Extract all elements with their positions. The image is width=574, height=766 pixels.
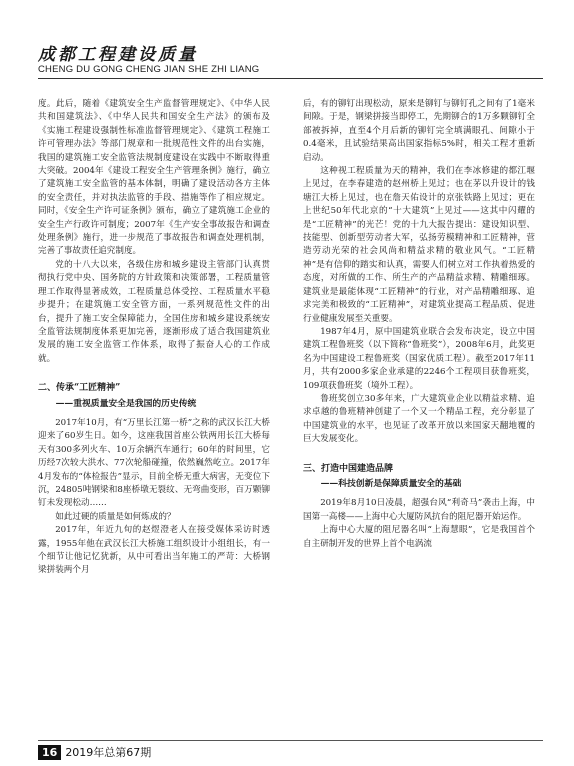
magazine-subtitle-pinyin: CHENG DU GONG CHENG JIAN SHE ZHI LIANG bbox=[38, 64, 260, 75]
page-footer bbox=[38, 744, 151, 760]
issue-label: 2019年总第67期 bbox=[65, 746, 152, 759]
paragraph: 这种视工程质量为天的精神，我们在李冰修建的都江堰上见过，在李春建造的赵州桥上见过；也在茅以升设计的钱塘江大桥上见过，也在詹天佑设计的京张铁路上见过；更在上世纪50年代北京的“十大建筑”上见过——这其中闪耀的是“工匠精神”的光芒！党的十九大报告提出：建设知识型、技能型、创新型劳动者大军，弘扬劳模精神和工匠精神，营造劳动光荣的社会风尚和精益求精的敬业风气。“工匠精神”是有信仰的踏实和认真，需要人们树立对工作执着热爱的态度，对所做的工作、所生产的产品精益求精、精雕细琢。建筑业是最能体现“工匠精神”的行业，对产品精雕细琢、追求完美和极致的“工匠精神”，对建筑业提高工程品质、促进行业健康发展至关重要。 bbox=[303, 166, 535, 324]
footer-divider bbox=[38, 740, 543, 741]
paragraph: 2017年10月，有“万里长江第一桥”之称的武汉长江大桥迎来了60岁生日。如今，这座我国首座公铁两用长江大桥每天有300多列火车、10万余辆汽车通行；60年的时间里，它历经7次较大洪水、77次轮船碰撞，依然巍然屹立。2017年4月发布的“体检报告”显示，目前全桥无重大病害，无变位下沉，24805吨钢梁和8座桥墩无裂纹、无弯曲变形，百万颗铆钉未发现松动…… bbox=[38, 417, 270, 509]
paragraph: 上海中心大厦的阻尼器名叫“上海慧眼”，它是我国首个自主研制开发的世界上首个电涡流 bbox=[303, 525, 535, 549]
paragraph: 党的十八大以来，各级住房和城乡建设主管部门认真贯彻执行党中央、国务院的方针政策和决策部署，工程质量管理工作取得显著成效，工程质量总体受控、工程质量水平稳步提升；在建筑施工安全管方面，一系列规范性文件的出台，提升了施工安全保障能力，全国住房和城乡建设系统安全监管法规制度体系更加完善，逐渐形成了适合我国建筑业发展的施工安全监管工作体系，取得了振奋人心的工作成就。 bbox=[38, 259, 270, 364]
magazine-title: 成都工程建设质量 bbox=[38, 45, 198, 65]
right-column bbox=[303, 98, 535, 551]
paragraph: 2019年8月10日凌晨，超强台风“利奇马”袭击上海，中国第一高楼——上海中心大厦防风抗台的阻尼器开始运作。 bbox=[303, 498, 535, 522]
paragraph: 2017年，年近九旬的赵煜澄老人在接受媒体采访时透露，1955年他在武汉长江大桥施工组织设计小组组长，有一个细节让他记忆犹新，从中可看出当年施工的严苛：大桥钢梁拼装两个月 bbox=[38, 525, 270, 576]
paragraph: 后，有的铆钉出现松动，原来是铆钉与铆钉孔之间有了1毫米间隙。于是，钢梁拼接当即停工，先期铆合的1万多颗铆钉全部被拆掉，直至4个月后新的铆钉完全填满眼孔、间隙小于0.4毫米，且试验结果高出国家指标5%时，相关工程才重新启动。 bbox=[303, 99, 535, 163]
section-heading: 三、打造中国建造品牌 bbox=[303, 463, 394, 474]
paragraph: 度。此后，随着《建筑安全生产监督管理规定》、《中华人民共和国建筑法》、《中华人民共和国安全生产法》的颁布及《实施工程建设强制性标准监督管理规定》、《建筑工程施工许可管理办法》等部门规章和一批规范性文件的出台实施，我国的建筑施工安全监管法规制度建设在实践中不断取得重大突破。2004年《建设工程安全生产管理条例》施行，确立了建筑施工安全监管的基本体制，明确了建设活动各方主体的安全责任，并对执法监管的手段、措施等作了相应规定。同时，《安全生产许可证条例》颁布，确立了建筑施工企业的安全生产行政许可制度；2007年《生产安全事故报告和调查处理条例》施行，进一步规范了事故报告和调查处理机制，完善了事故责任追究制度。 bbox=[38, 99, 270, 257]
section-subheading: ——重视质量安全是我国的历史传统 bbox=[55, 398, 197, 409]
paragraph: 如此过硬的质量是如何炼成的？ bbox=[55, 511, 176, 522]
paragraph: 1987年4月，原中国建筑业联合会发布决定，设立中国建筑工程鲁班奖（以下简称“鲁班奖”），2008年6月，此奖更名为中国建设工程鲁班奖（国家优质工程）。截至2017年11月，共有2000多家企业承建的2246个工程项目获鲁班奖，109项获鲁班奖（境外工程）。 bbox=[303, 326, 535, 391]
section-heading: 二、传承“工匠精神” bbox=[38, 383, 121, 394]
paragraph: 鲁班奖创立30多年来，广大建筑业企业以精益求精、追求卓越的鲁班精神创建了一个又一个精品工程，充分彰显了中国建筑业的水平，也见证了改革开放以来国家天翻地覆的巨大发展变化。 bbox=[303, 393, 535, 445]
section-subheading: ——科技创新是保障质量安全的基础 bbox=[320, 478, 462, 489]
left-column bbox=[38, 98, 270, 578]
page-number: 16 bbox=[38, 745, 61, 760]
header-divider bbox=[38, 78, 543, 79]
